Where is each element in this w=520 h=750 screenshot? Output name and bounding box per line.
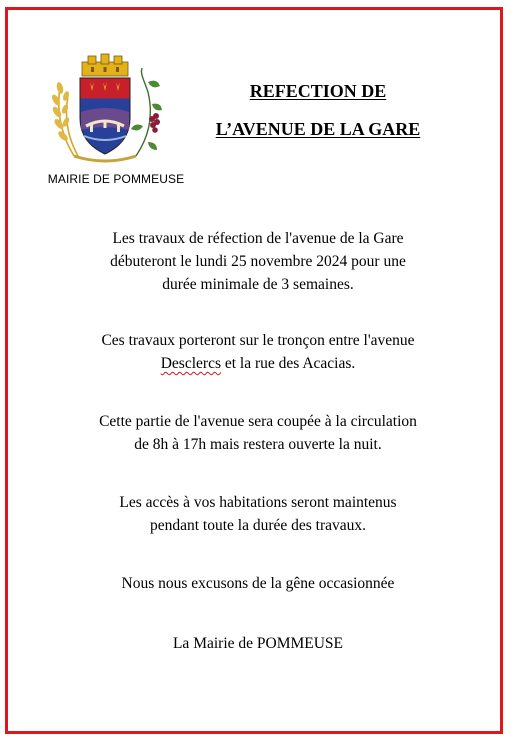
spellcheck-word: Desclercs — [160, 355, 221, 372]
text-line: pendant toute la durée des travaux. — [149, 517, 367, 534]
paragraph-access — [40, 491, 476, 537]
text-line — [40, 352, 476, 375]
text-line: débuteront le lundi 25 novembre 2024 pour une — [110, 253, 406, 270]
text-line: durée minimale de 3 semaines. — [162, 276, 354, 293]
text-line: Les travaux de réfection de l'avenue de la Gare — [112, 230, 404, 247]
text-line: Ces travaux porteront sur le tronçon entre l'avenue — [101, 332, 415, 349]
coat-of-arms-icon — [44, 52, 166, 166]
paragraph-road-closure — [40, 410, 476, 456]
paragraph-works-section — [40, 329, 476, 375]
paragraph-apology: Nous nous excusons de la gêne occasionnée — [121, 575, 395, 592]
title-line-1: REFECTION DE — [249, 81, 387, 101]
paragraph-works-schedule — [40, 227, 476, 296]
text-line: Cette partie de l'avenue sera coupée à la circulation — [99, 413, 417, 430]
text-line: Les accès à vos habitations seront maintenus — [119, 494, 397, 511]
text-line: de 8h à 17h mais restera ouverte la nuit. — [134, 436, 382, 453]
town-hall-label: MAIRIE DE POMMEUSE — [47, 172, 185, 186]
signature: La Mairie de POMMEUSE — [172, 635, 344, 652]
text-fragment: et la rue des Acacias. — [220, 355, 356, 372]
title-line-2: L’AVENUE DE LA GARE — [215, 119, 421, 139]
